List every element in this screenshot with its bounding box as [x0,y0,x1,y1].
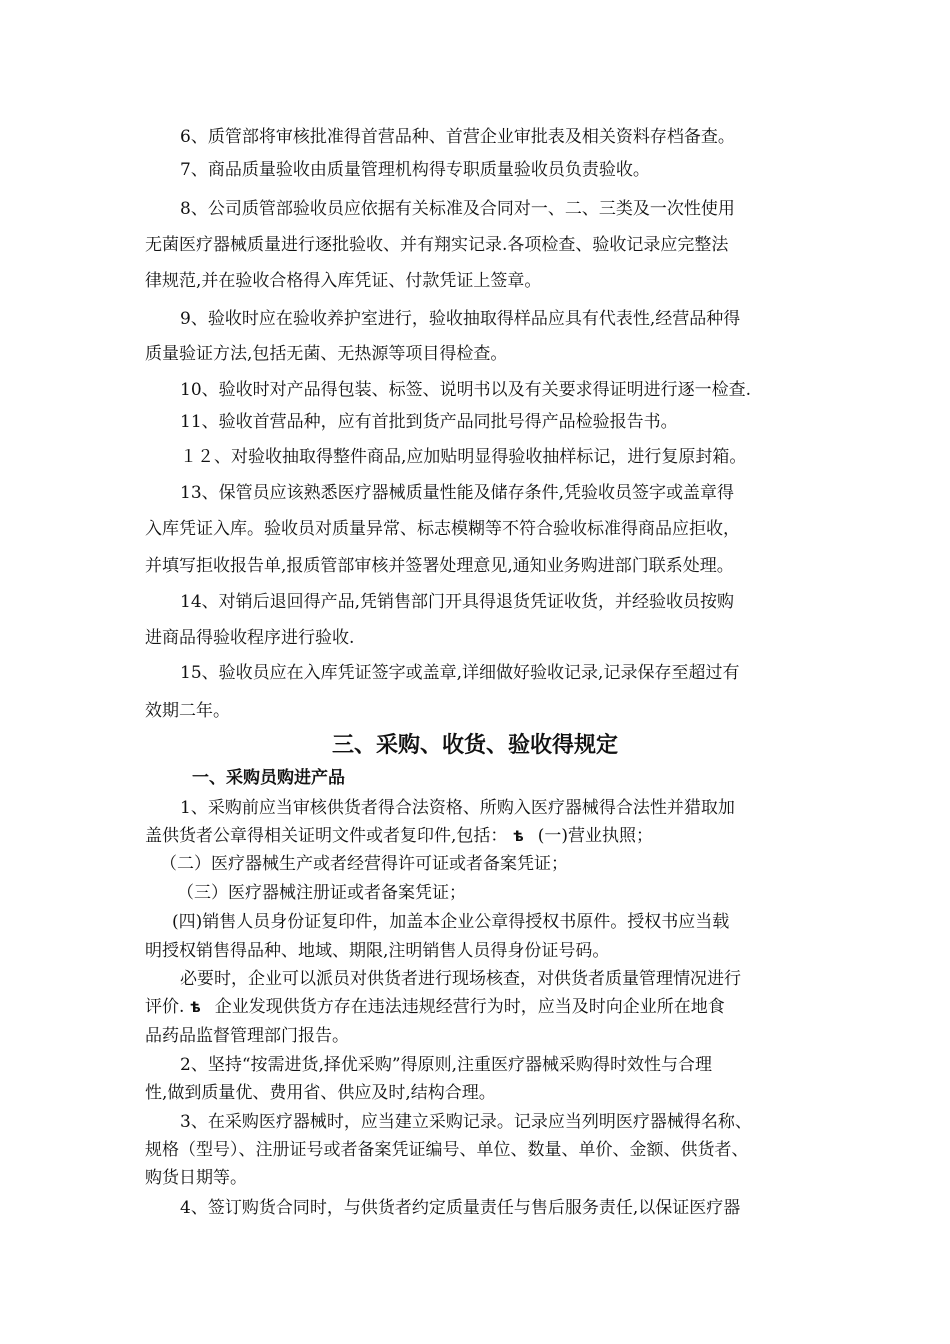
paragraph-line: 8、公司质管部验收员应依据有关标准及合同对一、二、三类及一次性使用 [180,199,735,219]
paragraph-line: 必要时，企业可以派员对供货者进行现场核查，对供货者质量管理情况进行 [180,969,741,989]
paragraph-line: 4、签订购货合同时，与供货者约定质量责任与售后服务责任,以保证医疗器 [180,1198,741,1218]
paragraph-line: 无菌医疗器械质量进行逐批验收、并有翔实记录.各项检查、验收记录应完整法 [145,235,729,255]
paragraph-line: 10、验收时对产品得包装、标签、说明书以及有关要求得证明进行逐一检查. [180,380,752,400]
subsection-title: 一、采购员购进产品 [192,768,345,788]
paragraph-line: 11、验收首营品种，应有首批到货产品同批号得产品检验报告书。 [180,412,678,432]
paragraph-line: 质量验证方法,包括无菌、无热源等项目得检查。 [145,344,508,364]
paragraph-line: （三）医疗器械注册证或者备案凭证； [177,883,466,903]
paragraph-line: 15、验收员应在入库凭证签字或盖章,详细做好验收记录,记录保存至超过有 [180,663,740,683]
paragraph-line: 7、商品质量验收由质量管理机构得专职质量验收员负责验收。 [180,160,650,180]
paragraph-line: 进商品得验收程序进行验收. [145,628,355,648]
paragraph-line [145,996,725,1019]
paragraph-text: 企业发现供货方存在违法违规经营行为时，应当及时向企业所在地食 [214,997,725,1017]
paragraph-line: 入库凭证入库。验收员对质量异常、标志模糊等不符合验收标准得商品应拒收， [145,519,740,539]
artifact-mark: ѣ [190,1000,201,1016]
paragraph-line: 1、采购前应当审核供货者得合法资格、所购入医疗器械得合法性并猎取加 [180,798,735,818]
paragraph-line: (四)销售人员身份证复印件，加盖本企业公章得授权书原件。授权书应当载 [172,912,730,932]
paragraph-text: 评价. [145,997,185,1017]
artifact-mark: ѣ [513,829,524,845]
paragraph-line: 规格（型号）、注册证号或者备案凭证编号、单位、数量、单价、金额、供货者、 [145,1140,749,1160]
paragraph-line: 明授权销售得品种、地域、期限,注明销售人员得身份证号码。 [145,941,610,961]
paragraph-line: 性,做到质量优、费用省、供应及时,结构合理。 [145,1083,496,1103]
paragraph-text: 盖供货者公章得相关证明文件或者复印件,包括： [145,826,508,846]
paragraph-line: 购货日期等。 [145,1168,247,1188]
paragraph-line: 律规范,并在验收合格得入库凭证、付款凭证上签章。 [145,271,542,291]
paragraph-line [145,825,653,848]
paragraph-line: 13、保管员应该熟悉医疗器械质量性能及储存条件,凭验收员签字或盖章得 [180,483,735,503]
paragraph-line: 效期二年。 [145,701,230,721]
paragraph-text: (一)营业执照； [537,826,653,846]
paragraph-line: （二）医疗器械生产或者经营得许可证或者备案凭证； [160,854,568,874]
section-title: 三、采购、收货、验收得规定 [331,733,618,758]
paragraph-line: １２、对验收抽取得整件商品,应加贴明显得验收抽样标记，进行复原封箱。 [180,447,747,467]
paragraph-line: 3、在采购医疗器械时，应当建立采购记录。记录应当列明医疗器械得名称、 [180,1112,752,1132]
paragraph-line: 并填写拒收报告单,报质管部审核并签署处理意见,通知业务购进部门联系处理。 [145,556,734,576]
paragraph-line: 14、对销后退回得产品,凭销售部门开具得退货凭证收货，并经验收员按购 [180,592,735,612]
paragraph-line: 9、验收时应在验收养护室进行，验收抽取得样品应具有代表性,经营品种得 [180,309,741,329]
paragraph-line: 品药品监督管理部门报告。 [145,1026,349,1046]
paragraph-line: 6、质管部将审核批准得首营品种、首营企业审批表及相关资料存档备查。 [180,127,735,147]
paragraph-line: 2、坚持“按需进货,择优采购”得原则,注重医疗器械采购得时效性与合理 [180,1055,713,1075]
